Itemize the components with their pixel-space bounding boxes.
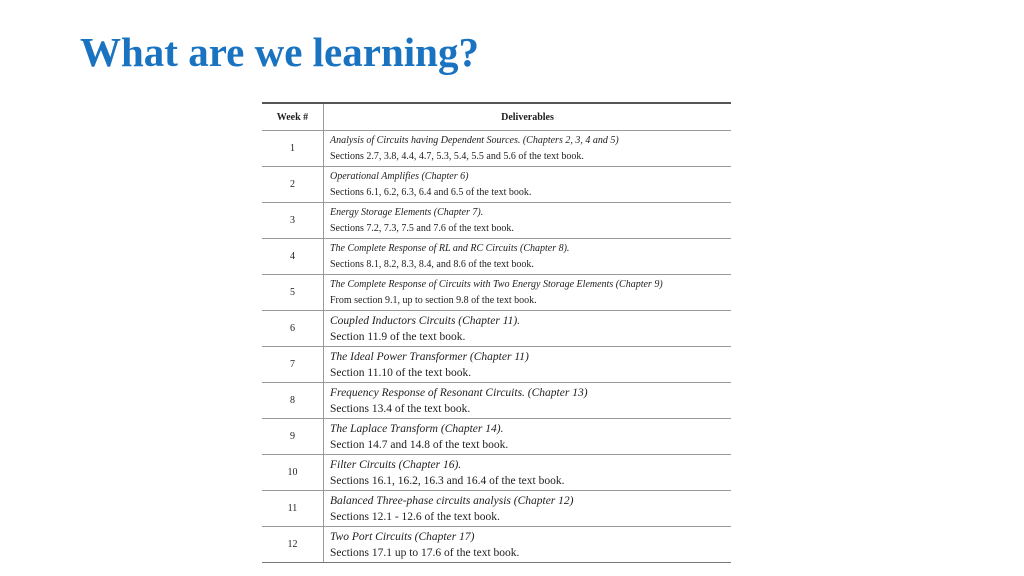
deliverable-cell bbox=[324, 455, 732, 491]
deliverable-cell bbox=[324, 347, 732, 383]
sections-text: Sections 2.7, 3.8, 4.4, 4.7, 5.3, 5.4, 5.5 and 5.6 of the text book. bbox=[330, 150, 584, 162]
table-row bbox=[262, 311, 731, 347]
week-number: 7 bbox=[262, 347, 324, 383]
topic-text: Filter Circuits (Chapter 16). bbox=[330, 458, 462, 471]
table-row bbox=[262, 347, 731, 383]
week-number: 12 bbox=[262, 527, 324, 563]
deliverable-cell bbox=[324, 239, 732, 275]
week-number: 3 bbox=[262, 203, 324, 239]
deliverable-cell bbox=[324, 491, 732, 527]
week-number: 6 bbox=[262, 311, 324, 347]
sections-text: Section 14.7 and 14.8 of the text book. bbox=[330, 438, 509, 451]
sections-text: Sections 13.4 of the text book. bbox=[330, 402, 471, 415]
sections-text: Sections 7.2, 7.3, 7.5 and 7.6 of the text book. bbox=[330, 222, 514, 234]
topic-text: Balanced Three-phase circuits analysis (Chapter 12) bbox=[330, 494, 574, 507]
sections-text: Sections 8.1, 8.2, 8.3, 8.4, and 8.6 of the text book. bbox=[330, 258, 534, 270]
table-row bbox=[262, 527, 731, 563]
sections-text: Sections 6.1, 6.2, 6.3, 6.4 and 6.5 of the text book. bbox=[330, 186, 532, 198]
deliverables-table bbox=[262, 102, 731, 563]
table-row bbox=[262, 419, 731, 455]
topic-text: Energy Storage Elements (Chapter 7). bbox=[330, 206, 484, 218]
table-row bbox=[262, 131, 731, 167]
table-row bbox=[262, 239, 731, 275]
table-header-row bbox=[262, 103, 731, 131]
topic-text: Analysis of Circuits having Dependent Sources. (Chapters 2, 3, 4 and 5) bbox=[330, 134, 619, 146]
deliverable-cell bbox=[324, 383, 732, 419]
deliverable-cell bbox=[324, 203, 732, 239]
deliverable-cell bbox=[324, 419, 732, 455]
topic-text: Two Port Circuits (Chapter 17) bbox=[330, 530, 475, 543]
topic-text: The Ideal Power Transformer (Chapter 11) bbox=[330, 350, 529, 363]
deliverables-column-header: Deliverables bbox=[324, 103, 732, 131]
deliverable-cell bbox=[324, 131, 732, 167]
week-number: 11 bbox=[262, 491, 324, 527]
table-row bbox=[262, 203, 731, 239]
table-row bbox=[262, 275, 731, 311]
week-column-header: Week # bbox=[262, 103, 324, 131]
topic-text: The Laplace Transform (Chapter 14). bbox=[330, 422, 504, 435]
sections-text: Sections 16.1, 16.2, 16.3 and 16.4 of the text book. bbox=[330, 474, 565, 487]
week-number: 10 bbox=[262, 455, 324, 491]
table-row bbox=[262, 167, 731, 203]
week-number: 1 bbox=[262, 131, 324, 167]
deliverable-cell bbox=[324, 311, 732, 347]
deliverable-cell bbox=[324, 167, 732, 203]
table-row bbox=[262, 455, 731, 491]
week-number: 8 bbox=[262, 383, 324, 419]
sections-text: Sections 12.1 - 12.6 of the text book. bbox=[330, 510, 500, 523]
week-number: 4 bbox=[262, 239, 324, 275]
sections-text: Sections 17.1 up to 17.6 of the text book. bbox=[330, 546, 520, 559]
deliverable-cell bbox=[324, 527, 732, 563]
week-number: 9 bbox=[262, 419, 324, 455]
topic-text: Operational Amplifies (Chapter 6) bbox=[330, 170, 469, 182]
topic-text: The Complete Response of Circuits with Two Energy Storage Elements (Chapter 9) bbox=[330, 278, 663, 290]
deliverable-cell bbox=[324, 275, 732, 311]
table-row bbox=[262, 383, 731, 419]
table-row bbox=[262, 491, 731, 527]
page-title: What are we learning? bbox=[80, 29, 479, 75]
topic-text: Frequency Response of Resonant Circuits. (Chapter 13) bbox=[330, 386, 588, 399]
week-number: 5 bbox=[262, 275, 324, 311]
sections-text: From section 9.1, up to section 9.8 of the text book. bbox=[330, 294, 537, 306]
sections-text: Section 11.10 of the text book. bbox=[330, 366, 472, 379]
topic-text: Coupled Inductors Circuits (Chapter 11). bbox=[330, 314, 521, 327]
topic-text: The Complete Response of RL and RC Circuits (Chapter 8). bbox=[330, 242, 570, 254]
week-number: 2 bbox=[262, 167, 324, 203]
sections-text: Section 11.9 of the text book. bbox=[330, 330, 466, 343]
